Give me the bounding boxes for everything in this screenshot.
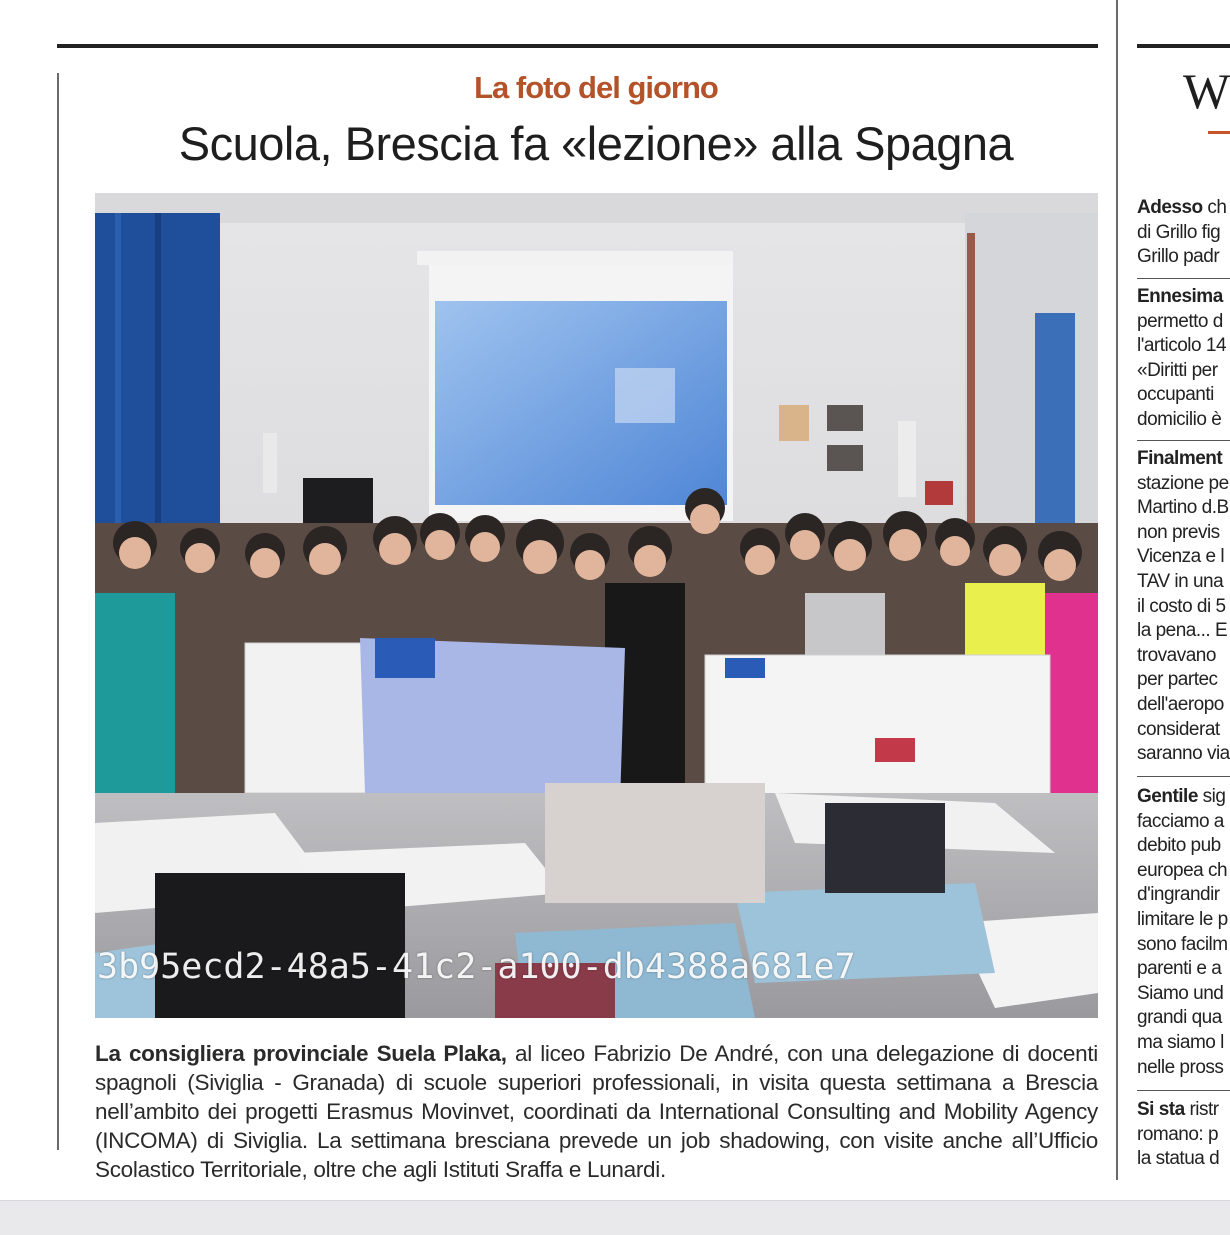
brief-item: Adesso ch di Grillo fig Grillo padr [1137,197,1227,268]
brief-item: Si sta ristr romano: p la statua d [1137,1099,1220,1170]
brief-separator [1137,1090,1230,1091]
brief-separator [1137,776,1230,777]
caption-body: al liceo Fabrizio De André, con una delegazione di docenti spagnoli (Siviglia - Granada) di scuole superiori professionali, in visita questa settimana a Brescia nell’ambito dei progetti Erasmus Movinvet, coordinati da International Consulting and Mobility Agency (INCOMA) di Siviglia. La settimana bresciana prevede un job shadowing, con visite anche all’Ufficio Scolastico Territoriale, oltre che agli Istituti Sraffa e Lunardi. [95,1041,1098,1182]
sidebar-headline-initial: W [1183,63,1230,119]
photo-caption [95,1039,1098,1184]
brief-item: Ennesima permetto d l'articolo 14 «Diritti per occupanti domicilio è [1137,286,1227,430]
top-rule-main [57,44,1098,48]
caption-lead: La consigliera provinciale Suela Plaka, [95,1041,507,1066]
article-photo [95,193,1098,1018]
brief-separator [1137,440,1230,441]
brief-item: Finalment stazione pe Martino d.B non previs Vicenza e l TAV in una il costo di 5 la pena... E trovavano per partec dell'aeropo considerat saranno via [1137,448,1230,765]
sidebar-accent-rule [1208,131,1230,134]
bottom-viewer-bar [0,1200,1230,1235]
column-rule-right [1116,0,1118,1180]
classroom-group-photo [95,193,1098,1018]
column-rule-left [57,73,59,1150]
photo-watermark-id: 3b95ecd2-48a5-41c2-a100-db4388a681e7 [97,947,856,987]
section-kicker: La foto del giorno [474,70,718,105]
article-headline: Scuola, Brescia fa «lezione» alla Spagna [178,117,1014,170]
brief-item: Gentile sig facciamo a debito pub europea ch d'ingrandir limitare le p sono facilm parenti e a Siamo und grandi qua ma siamo l nelle pross [1137,786,1228,1078]
brief-separator [1137,278,1230,279]
top-rule-side [1137,44,1230,48]
